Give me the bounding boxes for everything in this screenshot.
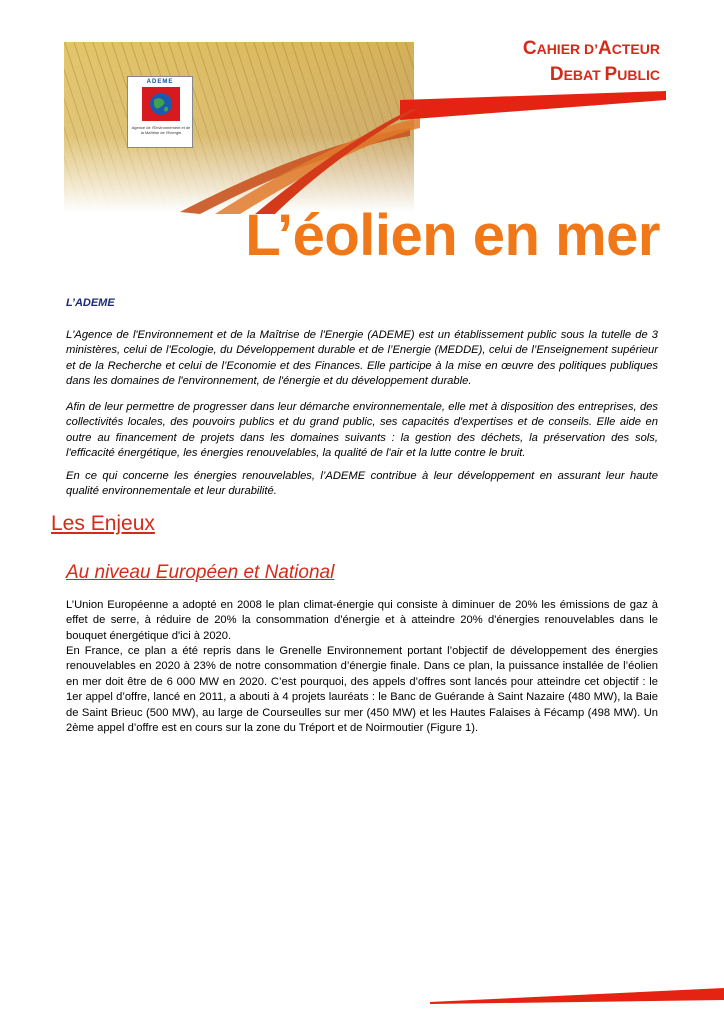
- page-title: L’éolien en mer: [245, 203, 660, 268]
- subsection-heading-europeen-national: Au niveau Européen et National: [66, 562, 335, 583]
- cahier-line-2-initial: D: [549, 64, 564, 85]
- logo-name: ADEME: [146, 79, 174, 85]
- section-heading-enjeux: Les Enjeux: [51, 512, 155, 535]
- cahier-line-1-part: AHIER D’: [536, 41, 599, 57]
- ademe-section-label: L’ADEME: [66, 297, 115, 309]
- cahier-line-2-tail: UBLIC: [617, 67, 660, 83]
- logo-emblem: [142, 87, 180, 121]
- footer-swoosh: [0, 980, 724, 1024]
- cahier-line-1-initial: C: [522, 38, 537, 59]
- ademe-paragraph-1: L'Agence de l'Environnement et de la Maîtrise de l'Energie (ADEME) est un établissement public sous la tutelle de 3 ministères, celui de l'Ecologie, du Développement durable et de l’Energie (MEDDE), celui de l’Enseignement supérieur et de la Recherche et celui de l’Economie et des Finances. Elle participe à la mise en œuvre des politiques publiques dans les domaines de l'environnement, de l'énergie et du développement durable.: [66, 329, 658, 388]
- cahier-line-2: [523, 62, 660, 88]
- ademe-paragraph-2: Afin de leur permettre de progresser dans leur démarche environnementale, elle met à disposition des entreprises, des collectivités locales, des pouvoirs publics et du grand public, ses capacités d'expertises et de conseils. Elle aide en outre au financement de projets dans les domaines suivants : la gestion des déchets, la préservation des sols, l'efficacité énergétique, les énergies renouvelables, la qualité de l'air et la lutte contre le bruit.: [66, 401, 658, 460]
- cahier-line-1-initial-2: A: [598, 38, 612, 59]
- cahier-line-2-part: EBAT: [563, 67, 605, 83]
- cahier-acteur-label: [523, 36, 660, 88]
- enjeux-paragraph-2: En France, ce plan a été repris dans le Grenelle Environnement portant l’objectif de développement des énergies renouvelables en 2020 à 23% de notre consommation d’énergie finale. Dans ce plan, la puissance installée de l’éolien en mer doit être de 6 000 MW en 2020. C’est pourquoi, des appels d’offres sont lancés pour atteindre cet objectif : le 1er appel d’offre, lancé en 2011, a abouti à 4 projets lauréats : le Banc de Guérande à Saint Nazaire (480 MW), la Baie de Saint Brieuc (500 MW), au large de Courseulles sur mer (450 MW) et les Hautes Falaises à Fécamp (498 MW). Un 2ème appel d’offre est en cours sur la zone du Tréport et de Noirmoutier (Figure 1).: [66, 645, 658, 735]
- cahier-line-1: [523, 36, 660, 62]
- cahier-line-2-initial-2: P: [604, 64, 618, 85]
- logo-subtitle: Agence de l'Environnement et de la Maîtrise de l'Energie: [131, 125, 191, 135]
- ademe-logo: [127, 76, 193, 148]
- enjeux-paragraph-1: L’Union Européenne a adopté en 2008 le plan climat-énergie qui consiste à diminuer de 20% les émissions de gaz à effet de serre, à réduire de 20% la consommation d'énergie et à atteindre 20% d'énergies renouvelables dans le bouquet énergétique d'ici à 2020.: [66, 599, 658, 642]
- ademe-paragraph-3: En ce qui concerne les énergies renouvelables, l’ADEME contribue à leur développement en assurant leur haute qualité environnementale et leur durabilité.: [66, 470, 658, 498]
- cahier-line-1-tail: CTEUR: [611, 41, 660, 57]
